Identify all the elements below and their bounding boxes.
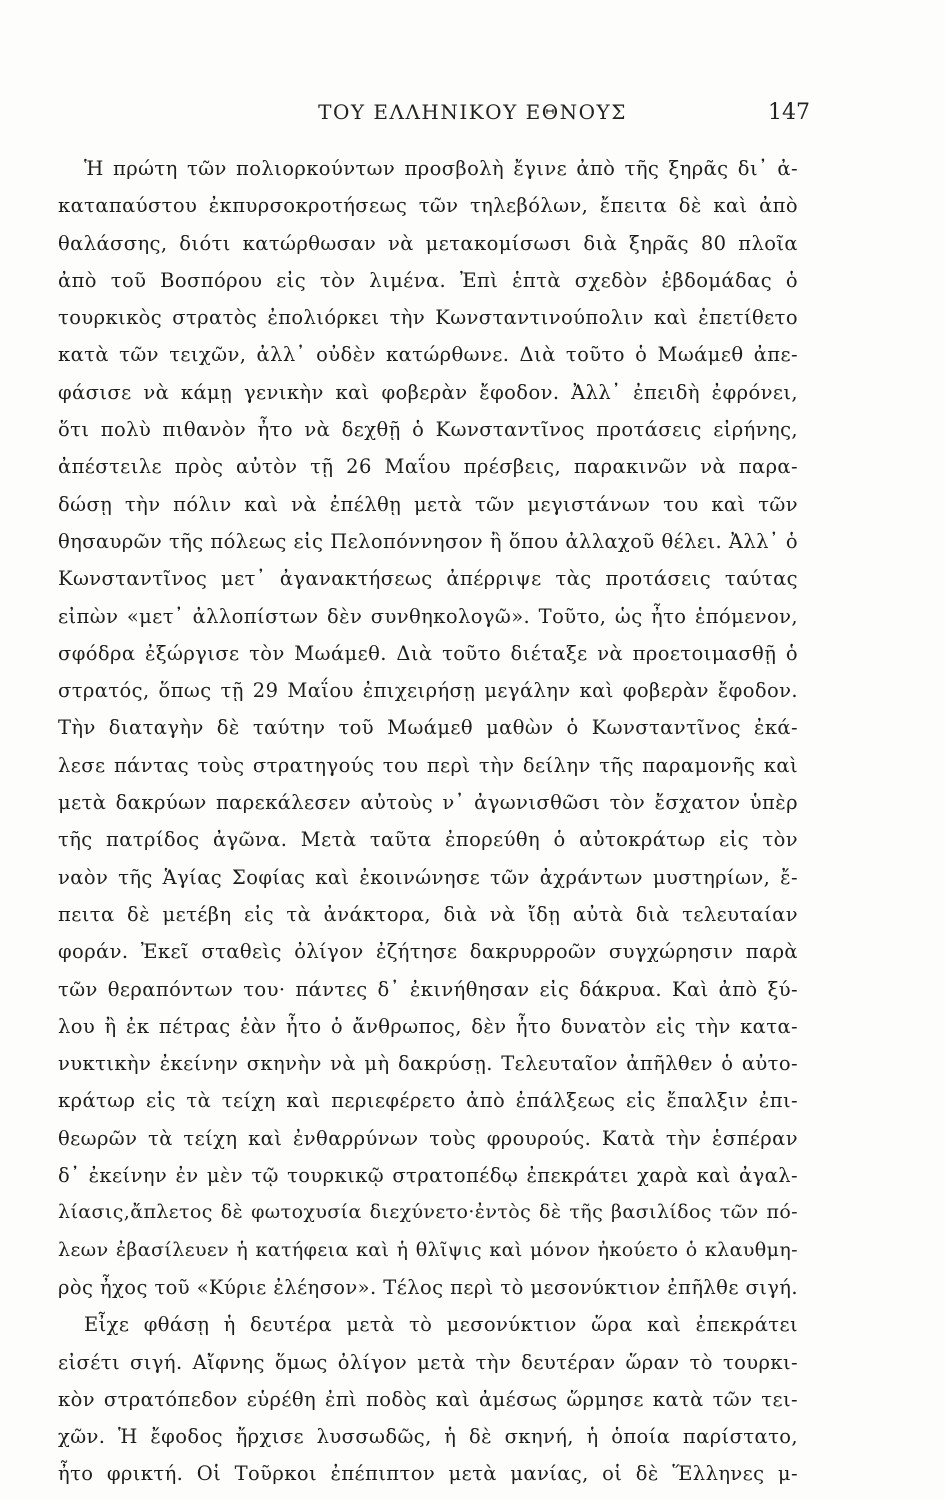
running-title: ΤΟΥ ΕΛΛΗΝΙΚΟΥ ΕΘΝΟΥΣ — [318, 100, 627, 124]
text-line: δώσῃ τὴν πόλιν καὶ νὰ ἐπέλθῃ μετὰ τῶν μεγιστάνων του καὶ τῶν — [58, 492, 798, 516]
text-line: κὸν στρατόπεδον εὑρέθη ἐπὶ ποδὸς καὶ ἀμέσως ὥρμησε κατὰ τῶν τει- — [58, 1387, 798, 1411]
text-line: ναὸν τῆς Ἁγίας Σοφίας καὶ ἐκοινώνησε τῶν ἀχράντων μυστηρίων, ἔ- — [58, 865, 798, 889]
text-line: χῶν. Ἡ ἔφοδος ἤρχισε λυσσωδῶς, ἡ δὲ σκηνή, ἡ ὁποία παρίστατο, — [58, 1425, 798, 1449]
text-line: ρὸς ἦχος τοῦ «Κύριε ἐλέησον». Τέλος περὶ τὸ μεσονύκτιον ἐπῆλθε σιγή. — [58, 1275, 798, 1299]
body-text — [58, 150, 798, 1493]
text-line: ὅτι πολὺ πιθανὸν ἦτο νὰ δεχθῇ ὁ Κωνσταντῖνος προτάσεις εἰρήνης, — [58, 418, 798, 442]
text-line: θαλάσσης, διότι κατώρθωσαν νὰ μετακομίσωσι διὰ ξηρᾶς 80 πλοῖα — [58, 231, 798, 255]
text-line: ἀπὸ τοῦ Βοσπόρου εἰς τὸν λιμένα. Ἐπὶ ἑπτὰ σχεδὸν ἑβδομάδας ὁ — [58, 268, 798, 292]
text-line: τουρκικὸς στρατὸς ἐπολιόρκει τὴν Κωνσταντινούπολιν καὶ ἐπετίθετο — [58, 306, 798, 330]
text-line: Κωνσταντῖνος μετ᾿ ἀγανακτήσεως ἀπέρριψε τὰς προτάσεις ταύτας — [58, 567, 798, 591]
text-line: λεων ἐβασίλευεν ἡ κατήφεια καὶ ἡ θλῖψις καὶ μόνον ἠκούετο ὁ κλαυθμη- — [58, 1238, 798, 1261]
text-line: δ᾿ ἐκείνην ἐν μὲν τῷ τουρκικῷ στρατοπέδῳ ἐπεκράτει χαρὰ καὶ ἀγαλ- — [58, 1164, 798, 1188]
text-line: λίασις,ἄπλετος δὲ φωτοχυσία διεχύνετο·ἐντὸς δὲ τῆς βασιλίδος τῶν πό- — [58, 1201, 798, 1224]
text-line: εἰσέτι σιγή. Αἴφνης ὅμως ὀλίγον μετὰ τὴν δευτέραν ὥραν τὸ τουρκι- — [58, 1350, 798, 1374]
text-line: θεωρῶν τὰ τείχη καὶ ἐνθαρρύνων τοὺς φρουρούς. Κατὰ τὴν ἑσπέραν — [58, 1126, 798, 1150]
text-line: ἀπέστειλε πρὸς αὐτὸν τῇ 26 Μαΐου πρέσβεις, παρακινῶν νὰ παρα- — [58, 455, 798, 479]
text-line: λου ἢ ἐκ πέτρας ἐὰν ἦτο ὁ ἄνθρωπος, δὲν ἦτο δυνατὸν εἰς τὴν κατα- — [58, 1014, 798, 1038]
text-line: στρατός, ὅπως τῇ 29 Μαΐου ἐπιχειρήσῃ μεγάλην καὶ φοβερὰν ἔφοδον. — [58, 679, 798, 703]
text-line: σφόδρα ἐξώργισε τὸν Μωάμεθ. Διὰ τοῦτο διέταξε νὰ προετοιμασθῇ ὁ — [58, 641, 798, 665]
text-line: πειτα δὲ μετέβη εἰς τὰ ἀνάκτορα, διὰ νὰ ἴδῃ αὐτὰ διὰ τελευταίαν — [58, 902, 798, 926]
text-line: Ἡ πρώτη τῶν πολιορκούντων προσβολὴ ἔγινε ἀπὸ τῆς ξηρᾶς δι᾿ ἀ- — [84, 157, 798, 180]
text-line: εἰπὼν «μετ᾿ ἀλλοπίστων δὲν συνθηκολογῶ». Τοῦτο, ὡς ἦτο ἑπόμενον, — [58, 604, 798, 628]
text-line: τῆς πατρίδος ἀγῶνα. Μετὰ ταῦτα ἐπορεύθη ὁ αὐτοκράτωρ εἰς τὸν — [58, 828, 798, 852]
text-line: λεσε πάντας τοὺς στρατηγούς του περὶ τὴν δείλην τῆς παραμονῆς καὶ — [58, 753, 798, 777]
text-line: κατὰ τῶν τειχῶν, ἀλλ᾿ οὐδὲν κατώρθωνε. Διὰ τοῦτο ὁ Μωάμεθ ἀπε- — [58, 343, 798, 367]
page-header — [0, 100, 945, 134]
text-line: καταπαύστου ἐκπυρσοκροτήσεως τῶν τηλεβόλων, ἔπειτα δὲ καὶ ἀπὸ — [58, 194, 798, 218]
text-line: Τὴν διαταγὴν δὲ ταύτην τοῦ Μωάμεθ μαθὼν ὁ Κωνσταντῖνος ἐκά- — [58, 716, 798, 740]
text-line: νυκτικὴν ἐκείνην σκηνὴν νὰ μὴ δακρύσῃ. Τελευταῖον ἀπῆλθεν ὁ αὐτο- — [58, 1052, 798, 1076]
text-line: φοράν. Ἐκεῖ σταθεὶς ὀλίγον ἐζήτησε δακρυρροῶν συγχώρησιν παρὰ — [58, 940, 798, 964]
text-line: κράτωρ εἰς τὰ τείχη καὶ περιεφέρετο ἀπὸ ἐπάλξεως εἰς ἔπαλξιν ἐπι- — [58, 1089, 798, 1113]
text-line: θησαυρῶν τῆς πόλεως εἰς Πελοπόννησον ἢ ὅπου ἀλλαχοῦ θέλει. Ἀλλ᾿ ὁ — [58, 529, 798, 553]
text-line: ἦτο φρικτή. Οἱ Τοῦρκοι ἐπέπιπτον μετὰ μανίας, οἱ δὲ Ἕλληνες μ- — [58, 1462, 798, 1486]
text-line: Εἶχε φθάσῃ ἡ δευτέρα μετὰ τὸ μεσονύκτιον ὥρα καὶ ἐπεκράτει — [84, 1313, 798, 1337]
text-line: τῶν θεραπόντων του· πάντες δ᾿ ἐκινήθησαν εἰς δάκρυα. Καὶ ἀπὸ ξύ- — [58, 977, 798, 1001]
text-line: μετὰ δακρύων παρεκάλεσεν αὐτοὺς ν᾿ ἀγωνισθῶσι τὸν ἔσχατον ὑπὲρ — [58, 791, 798, 815]
text-line: φάσισε νὰ κάμῃ γενικὴν καὶ φοβερὰν ἔφοδον. Ἀλλ᾿ ἐπειδὴ ἐφρόνει, — [58, 380, 798, 404]
page-number: 147 — [768, 100, 810, 125]
